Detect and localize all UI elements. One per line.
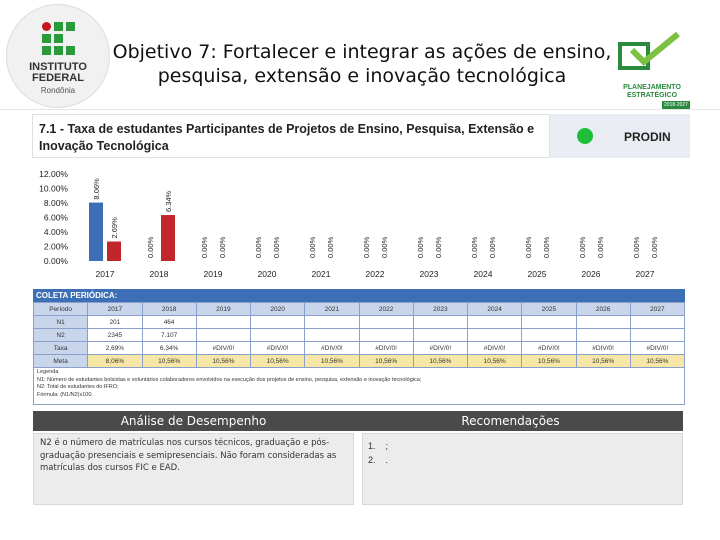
table-cell [196,329,250,342]
table-header-row [34,303,685,316]
recommendation-number: 1. [368,441,376,451]
data-label: 0.00% [272,236,281,258]
table-cell [413,316,467,329]
y-tick-label: 6.00% [43,212,68,223]
column-header: 2020 [251,303,305,316]
table-cell: #DIV/0! [522,342,576,355]
column-header: Período [34,303,88,316]
x-tick-label: 2026 [581,269,601,279]
y-tick-label: 10.00% [39,183,68,194]
table-cell [251,329,305,342]
column-header: 2026 [576,303,630,316]
row-label: Taxa [34,342,88,355]
column-header: 2019 [196,303,250,316]
table-cell [630,316,684,329]
table-cell [522,316,576,329]
table-row [34,355,685,368]
x-tick-label: 2017 [95,269,115,279]
data-label: 0.00% [200,236,209,258]
column-header: 2023 [413,303,467,316]
recommendations-title: Recomendações [338,411,683,431]
coleta-header: COLETA PERIÓDICA: [33,289,685,302]
data-label: 0.00% [488,236,497,258]
responsible-unit: PRODIN [624,130,671,144]
legend-title: Legenda [37,369,59,375]
page-title: Objetivo 7: Fortalecer e integrar as ações de ensino, pesquisa, extensão e inovação tecnológica [112,41,612,87]
table-cell: 2345 [88,329,142,342]
data-label: 0.00% [470,236,479,258]
institution-campus: Rondônia [40,86,76,95]
table-cell [413,329,467,342]
analysis-title: Análise de Desempenho [33,411,354,431]
data-label: 0.00% [524,236,533,258]
analysis-text: N2 é o número de matrículas nos cursos técnicos, graduação e pós-graduação presenciais e semipresenciais. Não foram consideradas as matrículas dos cursos FIC e EAD. [40,438,337,473]
table-cell: 10,56% [251,355,305,368]
table-cell [468,316,522,329]
data-label: 8.06% [92,178,101,200]
table-cell: 464 [142,316,196,329]
table-cell: #DIV/0! [413,342,467,355]
table-cell [359,329,413,342]
data-label: 0.00% [380,236,389,258]
y-tick-label: 2.00% [43,241,68,252]
table-cell: #DIV/0! [359,342,413,355]
data-label: 0.00% [308,236,317,258]
legend-line: Fórmula: (N1/N2)x100. [37,391,93,398]
table-cell: #DIV/0! [630,342,684,355]
column-header: 2021 [305,303,359,316]
coleta-legend [33,367,685,405]
data-label: 0.00% [632,236,641,258]
column-header: 2018 [142,303,196,316]
institution-name: INSTITUTO FEDERAL [29,61,87,84]
row-label: N1 [34,316,88,329]
planning-logo [612,36,692,106]
data-label: 0.00% [434,236,443,258]
row-label: N2 [34,329,88,342]
table-cell: 2,69% [88,342,142,355]
recommendation-text: ; [385,441,389,451]
table-cell: 10,56% [142,355,196,368]
recommendations-list [368,439,668,467]
column-header: 2022 [359,303,413,316]
table-cell: 6,34% [142,342,196,355]
x-tick-label: 2027 [635,269,655,279]
table-cell [305,329,359,342]
table-cell: 10,56% [196,355,250,368]
indicator-title: 7.1 - Taxa de estudantes Participantes de Projetos de Ensino, Pesquisa, Extensão e Inovação Tecnológica [32,114,550,158]
indicator-chart [0,160,720,285]
table-cell [630,329,684,342]
x-tick-label: 2023 [419,269,439,279]
data-label: 0.00% [416,236,425,258]
x-tick-label: 2022 [365,269,385,279]
coleta-table [33,302,685,368]
column-header: 2027 [630,303,684,316]
y-tick-label: 12.00% [39,169,68,179]
table-cell: #DIV/0! [251,342,305,355]
x-tick-label: 2021 [311,269,331,279]
recommendation-number: 2. [368,455,376,465]
table-cell [522,329,576,342]
x-tick-label: 2020 [257,269,277,279]
data-label: 6.34% [164,190,173,213]
bar-taxa [161,215,175,261]
legend-line: N2: Total de estudantes do IFRO; [37,384,119,390]
table-cell: 10,56% [305,355,359,368]
data-label: 0.00% [254,236,263,258]
data-label: 0.00% [218,236,227,258]
if-logo-mark [42,22,76,58]
data-label: 0.00% [542,236,551,258]
table-row [34,316,685,329]
table-cell: 10,56% [522,355,576,368]
x-tick-label: 2019 [203,269,223,279]
table-cell: 7.107 [142,329,196,342]
column-header: 2025 [522,303,576,316]
table-cell [576,316,630,329]
table-row [34,329,685,342]
row-label: Meta [34,355,88,368]
status-indicator [577,128,593,144]
table-cell: 10,56% [630,355,684,368]
table-cell [251,316,305,329]
table-cell [576,329,630,342]
table-cell: 8,06% [88,355,142,368]
data-label: 0.00% [146,236,155,258]
data-label: 0.00% [650,236,659,258]
list-item [368,453,668,467]
data-label: 2.69% [110,217,119,239]
list-item [368,439,668,453]
table-cell [359,316,413,329]
bar-taxa [107,241,121,261]
table-cell: 10,56% [359,355,413,368]
planning-logo-years: 2018-2027 [662,101,690,109]
data-label: 0.00% [578,236,587,258]
recommendation-text: . [385,455,389,465]
table-cell [468,329,522,342]
x-tick-label: 2025 [527,269,547,279]
table-cell: #DIV/0! [196,342,250,355]
legend-line: N1: Número de estudantes bolsistas e voluntários colaboradores envolvidos na execução dos projetos de ensino, pesquisa, extensão e inovação tecnológica; [37,376,422,383]
x-tick-label: 2018 [149,269,169,279]
checkmark-icon [626,32,682,68]
bar-meta [89,203,103,261]
table-cell: 10,56% [468,355,522,368]
table-cell: #DIV/0! [576,342,630,355]
data-label: 0.00% [326,236,335,258]
data-label: 0.00% [596,236,605,258]
y-tick-label: 8.00% [43,198,68,208]
column-header: 2017 [88,303,142,316]
table-cell: #DIV/0! [305,342,359,355]
table-cell: 10,56% [576,355,630,368]
column-header: 2024 [468,303,522,316]
table-row [34,342,685,355]
planning-logo-text: PLANEJAMENTO ESTRATÉGICO [623,84,681,99]
table-cell: 201 [88,316,142,329]
x-tick-label: 2024 [473,269,493,279]
y-tick-label: 0.00% [43,256,68,266]
data-label: 0.00% [362,236,371,258]
table-cell: #DIV/0! [468,342,522,355]
table-cell [196,316,250,329]
y-tick-label: 4.00% [43,227,68,237]
table-cell: 10,56% [413,355,467,368]
table-cell [305,316,359,329]
